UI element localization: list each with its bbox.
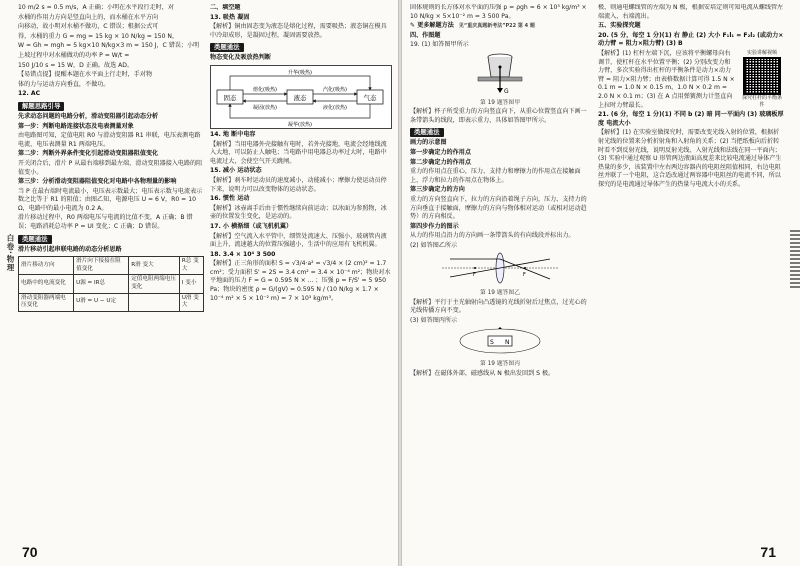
- liquid-label: 液态: [293, 93, 307, 102]
- text-line: 10 m/2 s = 0.5 m/s，A 正确；小明在水平段行走时，对: [18, 4, 174, 11]
- right-column-1: [410, 4, 590, 379]
- magnet-field-svg: [450, 326, 550, 356]
- figure-cup: [410, 51, 590, 99]
- text-line: 上坡过程中对水桶做功的功率 P = W/t =: [18, 51, 130, 59]
- table-cell: I 变小: [179, 275, 203, 293]
- svg-text:F: F: [473, 272, 476, 279]
- method-title: 画力的示意图: [410, 139, 447, 147]
- qr-code-icon[interactable]: [743, 57, 781, 95]
- q20-block: [598, 50, 784, 111]
- step-title: 第四步作力的图示: [410, 222, 459, 230]
- question-12: 12. AC: [18, 90, 41, 98]
- deposit-label: 凝华(放热): [288, 121, 312, 128]
- lens-ray-svg: [440, 251, 560, 285]
- analysis-text: 【解析】杯子所受重力的方向竖直向下，从重心位置竖直向下画一条带箭头的线段，即表示重力，具体如答图甲所示。: [410, 108, 587, 124]
- analysis-text: 【解析】空气流入水平管中，细管处流速大、压强小，玻璃管内液面上升，流速越大的位置压强越小，生活中的应用有飞机机翼。: [210, 232, 387, 249]
- table-cell: U滑 = U − U定: [74, 293, 129, 311]
- svg-text:F: F: [523, 272, 526, 279]
- question-20: 20. (5 分，每空 1 分)(1) 右 静止 (2) 大小 F₁l₁ = F₂l₂ (或动力×动力臂 = 阻力×阻力臂) (3) B: [598, 31, 784, 48]
- step-title: 第一步确定力的作用点: [410, 148, 471, 156]
- question-17: 17. 小 横渐细（或飞机机翼）: [210, 222, 293, 230]
- step-text: 重力的作用点在重心，压力、支持力和摩擦力的作用点在接触面上，浮力和拉力的作用点在物体上。: [410, 168, 581, 184]
- step-title: 第一步：判断电路连接状态及电表测量对象: [18, 122, 134, 130]
- table-cell: 电路中的电流变化: [19, 275, 74, 293]
- badge-solution-guide: 解题思路引导: [18, 102, 64, 111]
- step-text: 当 P 在最右端时电流最小，电压表示数最大；电压表示数与电流表示数之比等于 R1 的阻值；由图乙知，电源电压 U = 6 V，R0 = 10 Ω，电路中的最小电流为 0.2 A。: [18, 187, 203, 212]
- more-methods-label: 更多解题方法: [417, 22, 454, 30]
- table-row: [19, 257, 204, 275]
- question-19-1: 19. (1) 如答图甲所示: [410, 41, 469, 49]
- question-13: 13. 吸热 凝固: [210, 13, 250, 21]
- text-line: W = Gh = mgh = 5 kg×10 N/kg×3 m = 150 J，C 错误；小明: [18, 42, 200, 50]
- sublime-arrow: [230, 76, 370, 90]
- subtitle: 先求动态问题的电路分析，滑动变阻器引起动态分析: [18, 112, 159, 120]
- flow-table: [18, 256, 204, 312]
- table-cell: U滑 变大: [179, 293, 203, 311]
- analysis-text: 【解析】平行于主光轴射向凸透镜的光线折射后过焦点，过光心的光线传播方向不变。: [410, 298, 587, 315]
- analysis-text: 【解析】冰壶离手后由于惯性继续向前运动；以冰面为参照物，冰壶的位置发生变化，是运动的。: [210, 204, 387, 221]
- text-line: 150 J/10 s = 15 W，D 正确。故选 AD。: [18, 61, 134, 69]
- left-column-1: [18, 4, 204, 314]
- text-line: 得，水桶的重力 G = mg = 15 kg × 10 N/kg = 150 N，: [18, 32, 179, 40]
- badge-method: 类题通法: [18, 235, 52, 244]
- table-row: [19, 275, 204, 293]
- liquefy-label: 液化(放热): [323, 104, 347, 111]
- analysis-text: 【解析】正三角形的面积 S = √3/4·a² = √3/4 × (2 cm)² ≈ 1.7 cm²；受力面积 S' = 2S = 3.4 cm² = 3.4 × 10⁻⁴ m²；物块对水平地面的压力 F = G = 0.595 N × ... ；压强 p = F/S' = 5 950 Pa；物块的密度 ρ = G/(gV) = 0.595 N / (10 N/kg × 1.7 × 10⁻⁴ m² × 5 × 10⁻² m) = 7 × 10³ kg/m³。: [210, 260, 391, 302]
- table-cell: R滑 变大: [129, 257, 180, 275]
- more-methods-ref: 见“重庆真题新考法”P22 第 4 题: [458, 23, 535, 30]
- figure-caption: 第 19 题答图丙: [479, 361, 521, 368]
- figure-caption: 第 19 题答图乙: [479, 290, 521, 297]
- melt-label: 熔化(吸热): [253, 86, 277, 93]
- section-title: 四、作图题: [410, 31, 441, 39]
- right-column-2: [598, 4, 784, 190]
- qr-caption: 探究杠杆的平衡条件: [741, 94, 782, 108]
- text-line: 体的力与运动方向垂直，不做功。: [18, 80, 110, 88]
- analysis-text: 【解析】刹车时运动员的速度减小，动能减小；摩擦力使运动员停下来，说明力可以改变物体的运动状态。: [210, 176, 387, 193]
- side-label: 白卷·物理: [6, 234, 15, 272]
- more-methods-line: [410, 22, 590, 31]
- table-cell: [129, 293, 180, 311]
- question-19-3: (3) 如答图丙所示: [410, 316, 458, 324]
- step-text: 开关闭合后，滑片 P 从最右端移到最左端，滑动变阻器接入电路的阻值变小。: [18, 159, 203, 176]
- table-row: [19, 293, 204, 311]
- question-16: 16. 惯性 运动: [210, 195, 250, 203]
- figure-caption: 第 19 题答图甲: [479, 99, 521, 106]
- step-title: 第三步：分析滑动变阻器阻值变化对电路中各物理量的影响: [18, 178, 177, 186]
- question-15: 15. 减小 运动状态: [210, 167, 262, 175]
- page-edge-tab: [790, 230, 800, 290]
- analysis-text: 【解析】在磁体外部，磁感线从 N 极出发回到 S 极。: [410, 369, 555, 377]
- gas-label: 气态: [363, 93, 377, 102]
- solid-label: 固态: [223, 93, 237, 102]
- page-number-left: 70: [22, 544, 38, 560]
- method-title: 滑片移动引起串联电路的动态分析思路: [18, 245, 122, 253]
- text-line: 水桶的作用力方向是竖直向上的，而水桶在水平方向: [18, 13, 159, 21]
- state-change-diagram: [210, 65, 392, 129]
- analysis-text: 【解析】(1) 杠杆左端下沉，应该将平衡螺母向右调节，使杠杆在水平位置平衡；(2) 分别改变力和力臂，多次实验得出杠杆的平衡条件是动力×动力臂 = 阻力×阻力臂；由表格数据计算可得 1.5 N × 0.1 m = 1.0 N × 0.15 m，1.0 N × 0.2 m = 2.0 N × 0.1 m；(3) 在 A 点用弹簧测力计竖直向上拉时力臂最长。: [598, 49, 735, 109]
- text-line: 极，则通电螺线管的左端为 N 极，根据安培定则可知电流从螺线管左端流入，右端流出。: [598, 4, 784, 20]
- qr-label: 实验讲解视频: [746, 49, 777, 56]
- table-cell: R总 变大: [179, 257, 203, 275]
- state-change-svg: [211, 66, 391, 128]
- table-cell: 滑片向下接接在阻值变化: [74, 257, 129, 275]
- qr-block: [740, 50, 784, 111]
- badge-method: 类题通法: [410, 128, 444, 137]
- table-cell: 滑动变阻器两端电压变化: [19, 293, 74, 311]
- svg-text:G: G: [504, 87, 509, 95]
- step-text: 由电路图可知，定值电阻 R0 与滑动变阻器 R1 串联，电压表测电路电流，电压表测量 R1 两端电压。: [18, 132, 201, 148]
- section-title: 二、填空题: [210, 4, 241, 11]
- question-18: 18. 3.4 × 10⁴ 3 500: [210, 250, 276, 258]
- page-number-right: 71: [760, 544, 776, 560]
- diagram-title: 物态变化及吸放热判断: [210, 54, 271, 62]
- deposit-arrow: [230, 104, 370, 118]
- freeze-label: 凝固(放热): [253, 104, 277, 111]
- text-line: 【易错点提】提醒本题在水平面上行走时，手对物: [18, 71, 153, 79]
- step-title: 第三步确定力的方向: [410, 186, 465, 194]
- svg-text:N: N: [505, 339, 510, 347]
- cup-gravity-svg: [470, 51, 530, 95]
- text-line: 向移动，故小明对水桶不做功，C 错误；根据公式可: [18, 23, 159, 31]
- figure-lens: [410, 251, 590, 289]
- right-page: [402, 0, 800, 566]
- step-title: 第二步：判断外界条件变化引起滑动变阻器阻值变化: [18, 150, 159, 158]
- step-text: 从力的作用点沿力的方向画一条带箭头的有向线段并标出力。: [410, 232, 575, 240]
- table-cell: U源 = IR总: [74, 275, 129, 293]
- table-cell: 滑片移动方向: [19, 257, 74, 275]
- left-column-2: [210, 4, 392, 304]
- analysis-text: 【解析】铜由固态变为液态是熔化过程，需要吸热；液态铜在模具中冷却成形，是凝固过程，凝固需要放热。: [210, 23, 387, 39]
- badge-method: 类题通法: [210, 43, 244, 52]
- step-text: 滑片移动过程中，R0 两端电压与电流的比值不变，A 正确；B 错误；电路消耗总功率 P = UI 变化；C 正确；D 错误。: [18, 214, 193, 231]
- vaporize-label: 汽化(吸热): [323, 86, 347, 93]
- question-19-2: (2) 如答图乙所示: [410, 241, 458, 249]
- question-14: 14. 地 断中电容: [210, 130, 256, 138]
- question-21: 21. (6 分，每空 1 分)(1) 不同 b (2) 暗 同一平面内 (3) 玻璃板厚度 电流大小: [598, 111, 784, 127]
- section-title: 五、实验探究题: [598, 22, 641, 30]
- analysis-text: 【解析】当用电器外壳接触有电时，若外壳接地，电流会经地线流入大地，可以防止人触电；当电路中用电器总功率过大时，电路中电流过大，会使空气开关跳闸。: [210, 140, 387, 165]
- figure-magnet: [410, 326, 590, 360]
- svg-text:S: S: [490, 339, 494, 347]
- table-cell: 定值电阻两端电压变化: [129, 275, 180, 293]
- more-methods-icon: ✎: [410, 22, 416, 30]
- text-line: 固体规则的长方体对水平面的压强 p = ρgh = 6 × 10³ kg/m³ × 10 N/kg × 5×10⁻² m = 3 500 Pa。: [410, 4, 587, 20]
- sublime-label: 升华(吸热): [288, 69, 312, 76]
- step-title: 第二步确定力的作用点: [410, 158, 471, 166]
- step-text: 重力的方向竖直向下，拉力的方向沿着绳子方向，压力、支持力的方向垂直于接触面，摩擦力的方向与物体相对运动（或相对运动趋势）的方向相反。: [410, 195, 587, 221]
- analysis-text: 【解析】(1) 在实验室做探究时，需要改变光线入射的位置，根据折射光线的位置来分析折射角和入射角的关系；(2) 当把纸板向后折转时看不到反射光线，说明反射光线、入射光线和法线在同一平面内；(3) 实验中通过观察 U 形管两边液面高度差来比较电流通过导体产生热量的多少，该装置中左右两边容器内的电阻丝阻值相同，右边电阻丝并联了一个电阻，这合适改通过两容器中电阻丝的电流不同，所以探究的是电流通过导体产生的热量与电流大小的关系。: [598, 129, 782, 188]
- left-page: [0, 0, 398, 566]
